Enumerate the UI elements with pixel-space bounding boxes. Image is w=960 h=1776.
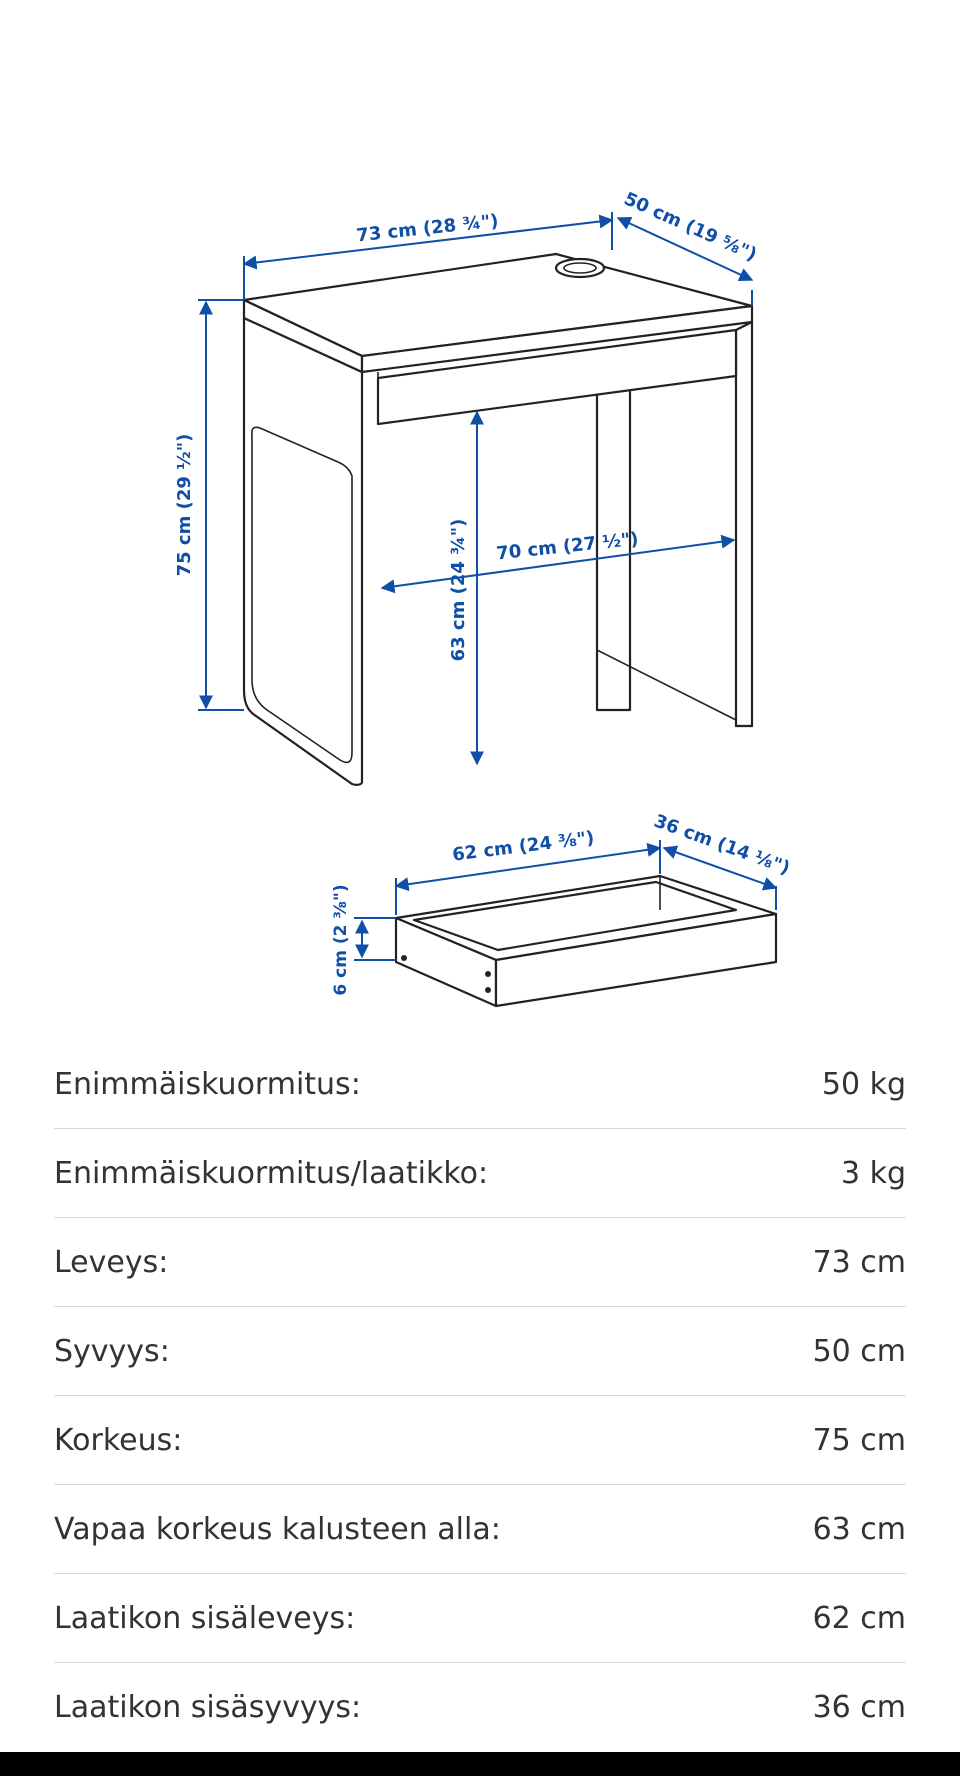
drawer-width-label: 62 cm (24 ⅜") <box>451 827 596 866</box>
spec-value: 50 cm <box>812 1333 906 1369</box>
spec-row-max-load-drawer <box>54 1129 906 1218</box>
spec-value: 63 cm <box>812 1511 906 1547</box>
spec-label: Laatikon sisäsyvyys: <box>54 1689 362 1725</box>
spec-row-max-load <box>54 1040 906 1129</box>
spec-row-drawer-inner-depth <box>54 1663 906 1751</box>
desk-clear-height-label: 63 cm (24 ¾") <box>448 518 469 662</box>
spec-value: 75 cm <box>812 1422 906 1458</box>
spec-label: Vapaa korkeus kalusteen alla: <box>54 1511 501 1547</box>
spec-value: 73 cm <box>812 1244 906 1280</box>
drawer-illustration <box>396 876 776 1006</box>
desk-illustration <box>244 254 752 785</box>
desk-width-label: 73 cm (28 ¾") <box>355 210 500 247</box>
drawer-height-label: 6 cm (2 ⅜") <box>331 884 351 996</box>
spec-value: 50 kg <box>821 1066 906 1102</box>
spec-row-drawer-inner-width <box>54 1574 906 1663</box>
spec-label: Korkeus: <box>54 1422 183 1458</box>
specifications-list <box>54 1040 906 1751</box>
bottom-navigation-bar <box>0 1752 960 1776</box>
spec-value: 36 cm <box>812 1689 906 1725</box>
spec-label: Enimmäiskuormitus: <box>54 1066 361 1102</box>
spec-row-clear-height <box>54 1485 906 1574</box>
desk-depth-label: 50 cm (19 ⅝") <box>620 188 760 266</box>
spec-value: 3 kg <box>840 1155 906 1191</box>
spec-label: Leveys: <box>54 1244 169 1280</box>
spec-row-depth <box>54 1307 906 1396</box>
spec-label: Enimmäiskuormitus/laatikko: <box>54 1155 489 1191</box>
drawer-depth-label: 36 cm (14 ⅛") <box>651 810 793 880</box>
spec-value: 62 cm <box>812 1600 906 1636</box>
desk-clear-width-label: 70 cm (27 ½") <box>495 528 640 565</box>
spec-label: Laatikon sisäleveys: <box>54 1600 356 1636</box>
spec-row-height <box>54 1396 906 1485</box>
spec-row-width <box>54 1218 906 1307</box>
desk-height-label: 75 cm (29 ½") <box>174 433 195 577</box>
spec-label: Syvyys: <box>54 1333 170 1369</box>
